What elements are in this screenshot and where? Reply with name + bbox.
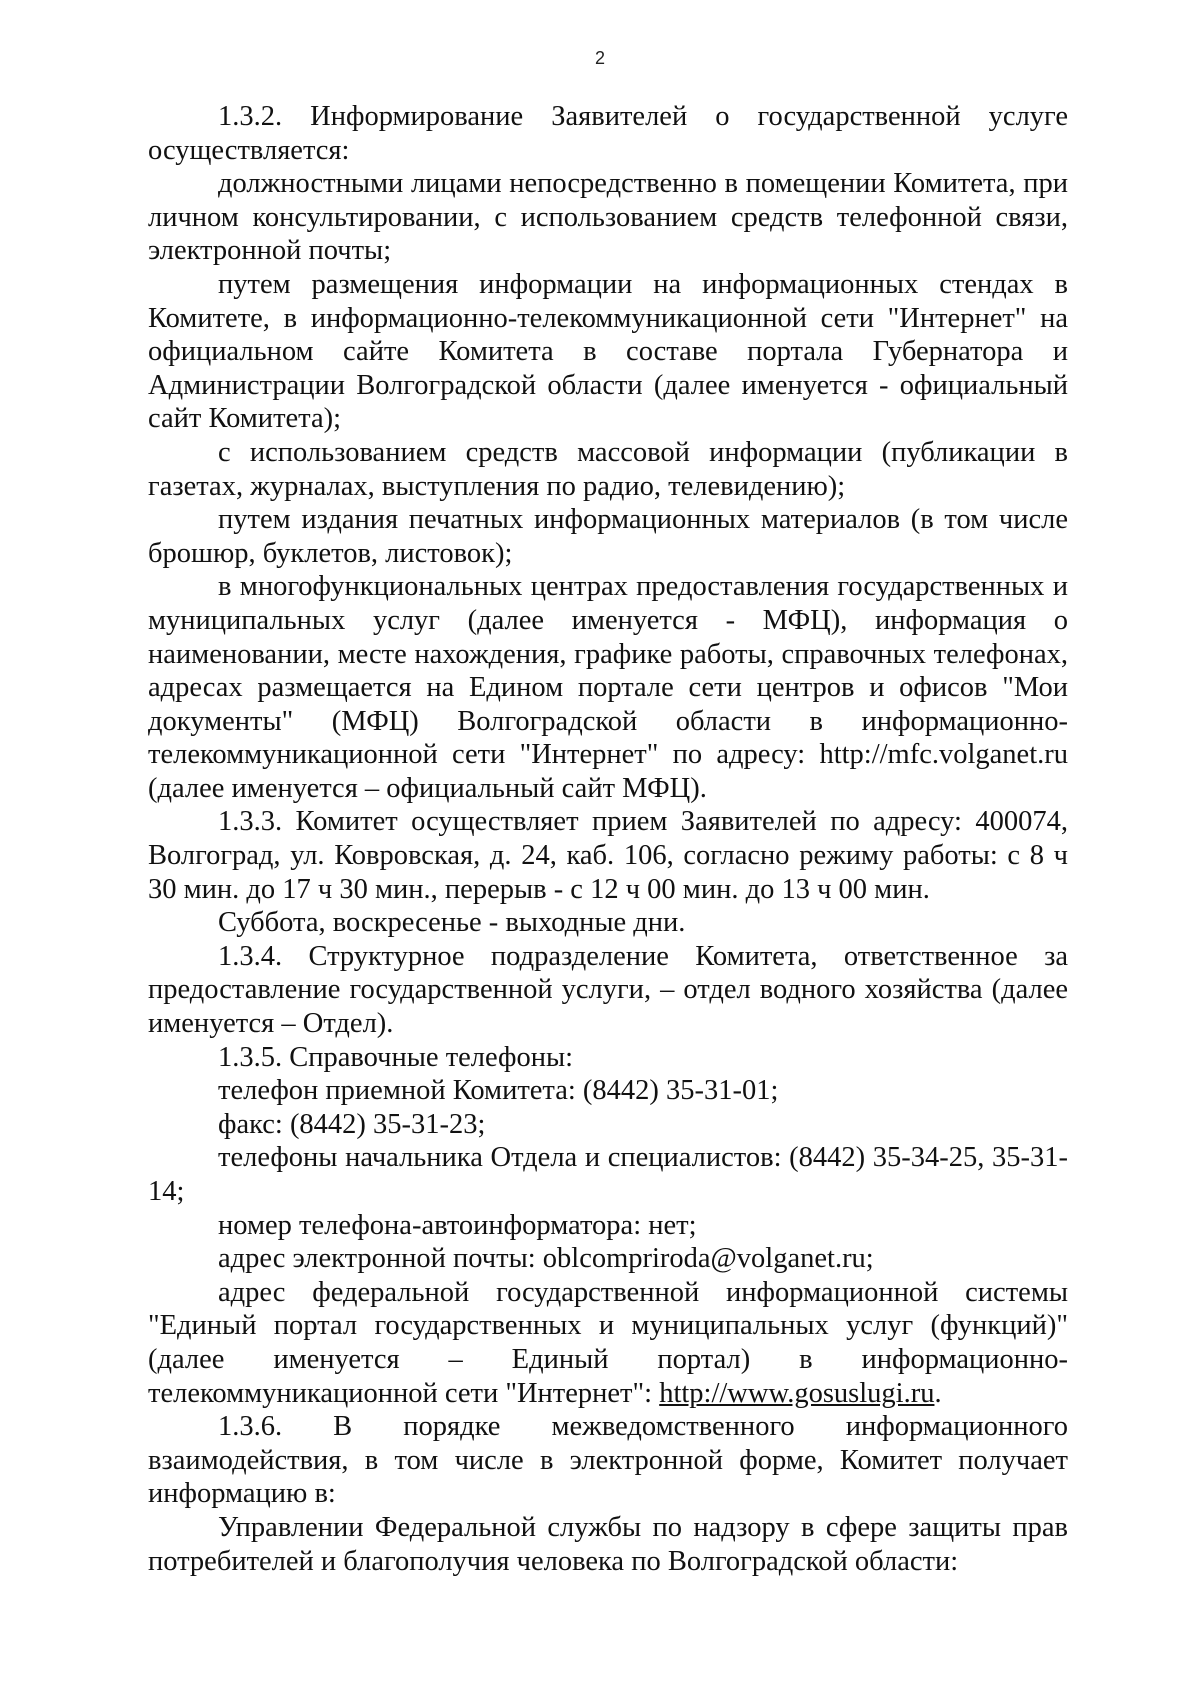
page-number: 2 <box>594 48 605 68</box>
paragraph-fax: факс: (8442) 35-31-23; <box>218 1108 486 1140</box>
paragraph-media: с использованием средств массовой информации (публикации в газетах, журналах, выступления по радио, телевидению); <box>148 436 1068 502</box>
paragraph-1-3-3: 1.3.3. Комитет осуществляет прием Заявителей по адресу: 400074, Волгоград, ул. Ковровская, д. 24, каб. 106, согласно режиму работы: с 8 ч 30 мин. до 17 ч 30 мин., перерыв - с 12 ч 00 мин. до 13 ч 00 мин. <box>148 806 1068 905</box>
unified-portal-text: адрес федеральной государственной информационной системы "Единый портал государственных и муниципальных услуг (функций)" (далее именуется – Единый портал) в информационно-телекоммуникационной сети "Интернет": <box>148 1276 1068 1409</box>
paragraph-weekend: Суббота, воскресенье - выходные дни. <box>218 907 686 939</box>
document-body <box>148 100 1068 1578</box>
paragraph-1-3-6: 1.3.6. В порядке межведомственного информационного взаимодействия, в том числе в электронной форме, Комитет получает информацию в: <box>148 1411 1068 1510</box>
paragraph-officials: должностными лицами непосредственно в помещении Комитета, при личном консультировании, с использованием средств телефонной связи, электронной почты; <box>148 168 1068 267</box>
paragraph-dept-phones: телефоны начальника Отдела и специалистов: (8442) 35-34-25, 35-31-14; <box>148 1142 1068 1207</box>
paragraph-rospotrebnadzor: Управлении Федеральной службы по надзору в сфере защиты прав потребителей и благополучия человека по Волгоградской области: <box>148 1511 1068 1577</box>
paragraph-mfc: в многофункциональных центрах предоставления государственных и муниципальных услуг (далее именуется - МФЦ), информация о наименовании, месте нахождения, графике работы, справочных телефонах, адресах размещается на Едином портале сети центров и офисов "Мои документы" (МФЦ) Волгоградской области в информационно-телекоммуникационной сети "Интернет" по адресу: http://mfc.volganet.ru (далее именуется – официальный сайт МФЦ). <box>148 571 1068 804</box>
paragraph-1-3-5: 1.3.5. Справочные телефоны: <box>218 1041 574 1073</box>
paragraph-email: адрес электронной почты: oblcompriroda@volganet.ru; <box>218 1243 874 1275</box>
paragraph-unified-portal <box>148 1276 1068 1410</box>
paragraph-1-3-2: 1.3.2. Информирование Заявителей о государственной услуге осуществляется: <box>148 101 1068 166</box>
paragraph-reception-phone: телефон приемной Комитета: (8442) 35-31-01; <box>218 1075 779 1107</box>
unified-portal-end: . <box>934 1377 942 1409</box>
paragraph-autoinformer: номер телефона-автоинформатора: нет; <box>218 1209 697 1241</box>
paragraph-printed: путем издания печатных информационных материалов (в том числе брошюр, буклетов, листовок); <box>148 504 1068 569</box>
gosuslugi-link[interactable]: http://www.gosuslugi.ru <box>659 1377 935 1409</box>
paragraph-stands: путем размещения информации на информационных стендах в Комитете, в информационно-телекоммуникационной сети "Интернет" на официальном сайте Комитета в составе портала Губернатора и Администрации Волгоградской области (далее именуется - официальный сайт Комитета); <box>148 268 1068 435</box>
paragraph-1-3-4: 1.3.4. Структурное подразделение Комитета, ответственное за предоставление государственной услуги, – отдел водного хозяйства (далее именуется – Отдел). <box>148 940 1068 1040</box>
